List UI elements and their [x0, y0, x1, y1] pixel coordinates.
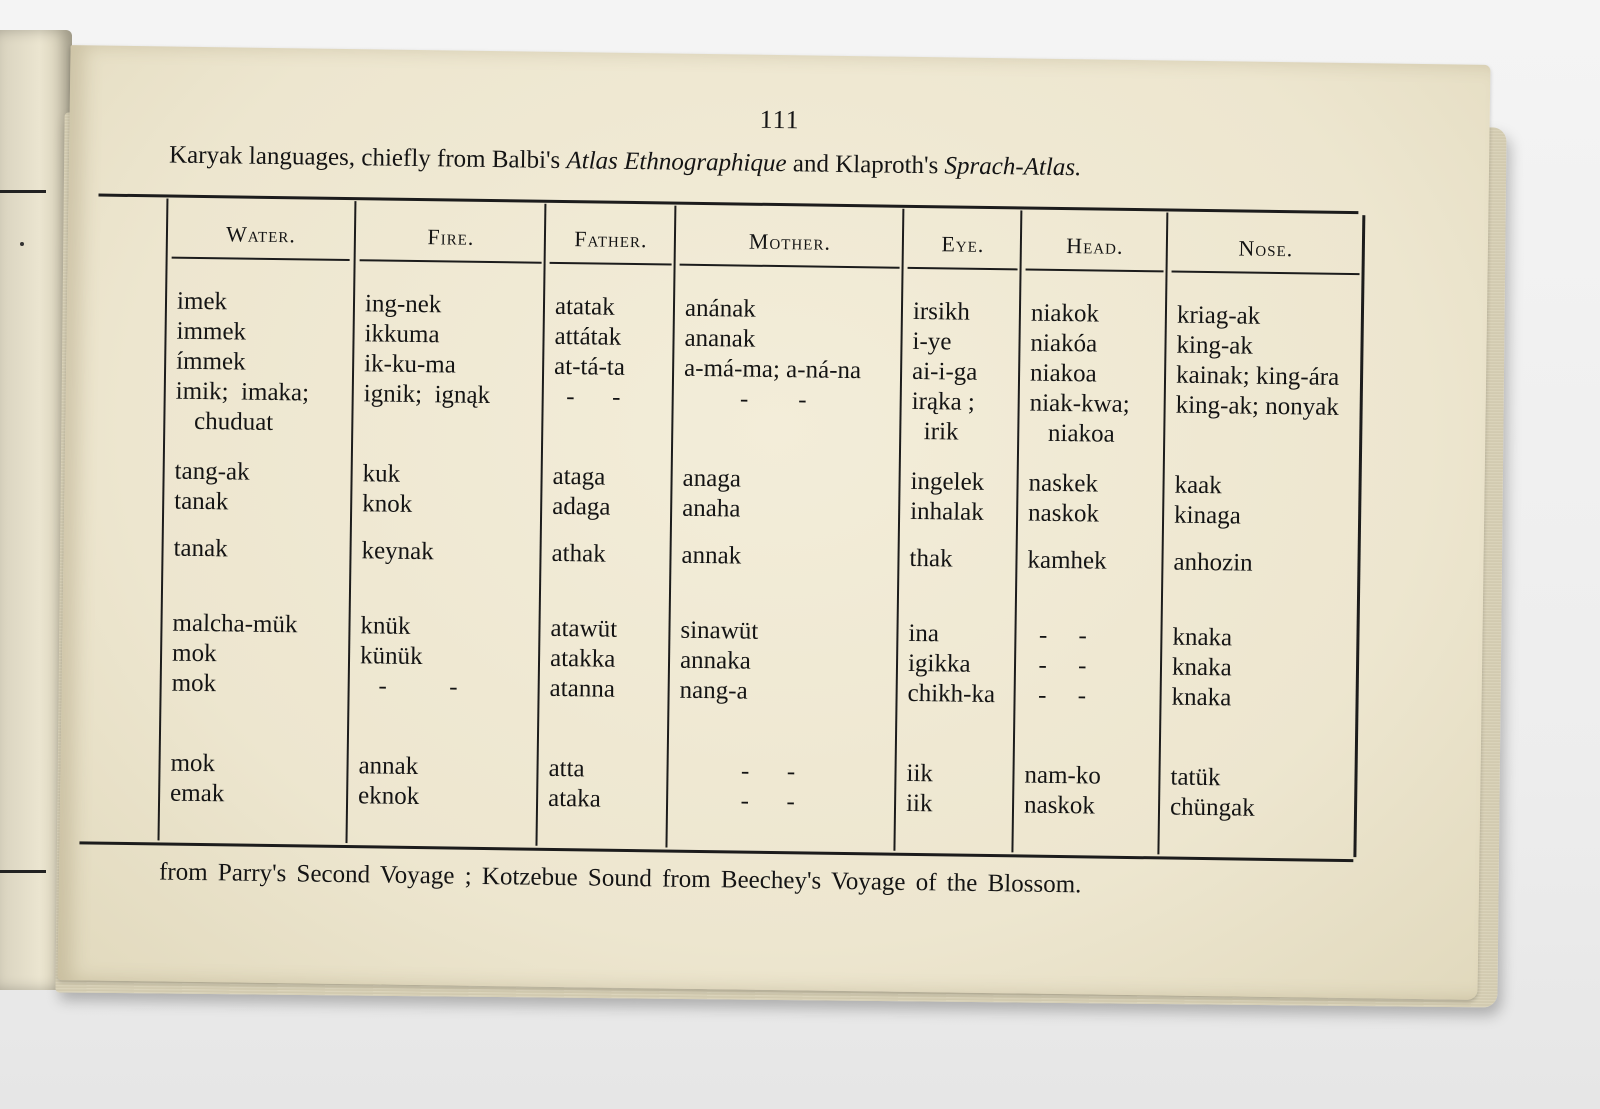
vocabulary-table: [158, 198, 1366, 857]
column-header-eye: Eye.: [908, 209, 1019, 271]
book-page: [58, 45, 1491, 1000]
column-fire: [345, 201, 546, 846]
cell-eye-group2: ingelek inhalak: [909, 467, 985, 526]
cell-fire-group5: annak eknok: [357, 752, 420, 811]
cell-nose-group2: kaak kinaga: [1173, 471, 1241, 530]
left-page-rule-top: [0, 190, 46, 193]
cell-mother-group2: anaga anaha: [682, 464, 742, 523]
cell-water-group4: malcha-mük mok mok: [171, 609, 298, 698]
cell-mother-group1: anának ananak a-má-ma; a-ná-na - -: [683, 294, 862, 414]
cell-mother-group5: - - - -: [677, 756, 796, 816]
column-header-head: Head.: [1026, 210, 1165, 272]
cell-father-group1: atatak attátak at-tá-ta - -: [553, 292, 626, 411]
cell-nose-group3: anhozin: [1173, 548, 1253, 577]
cell-fire-group2: kuk knok: [362, 460, 413, 518]
header-sprach-title: Sprach-Atlas.: [944, 152, 1082, 182]
cell-head-group1: niakok niakóa niakoa niak-kwa; niakoa: [1029, 299, 1130, 448]
cell-fire-group1: ing-nek ikkuma ik-ku-ma ignik; ignąk: [363, 290, 491, 410]
column-header-nose: Nose.: [1172, 213, 1361, 276]
left-page-rule-bottom: [0, 870, 46, 873]
cell-water-group2: tang-ak tanak: [174, 457, 250, 516]
cell-father-group3: athak: [551, 539, 606, 568]
column-mother: [665, 206, 904, 851]
column-water: [160, 199, 355, 844]
cell-mother-group4: sinawüt annaka nang-a: [679, 616, 759, 705]
column-header-fire: Fire.: [360, 201, 543, 264]
cell-eye-group4: ina igikka chikh-ka: [907, 619, 996, 709]
cell-fire-group4: knük künük - -: [359, 612, 458, 701]
cell-father-group5: atta ataka: [547, 754, 602, 813]
column-header-water: Water.: [172, 199, 351, 261]
column-eye: [893, 209, 1022, 853]
cell-father-group2: ataga adaga: [552, 462, 611, 521]
header-atlas-title: Atlas Ethnographique: [566, 147, 787, 178]
cell-water-group5: mok emak: [169, 749, 225, 808]
page-footer: from Parry's Second Voyage ; Kotzebue Sound from Beechey's Voyage of the Blossom.: [158, 858, 1082, 899]
cell-nose-group4: knaka knaka knaka: [1171, 623, 1233, 712]
header-mid: and Klaproth's: [786, 150, 945, 180]
cell-nose-group5: tatük chüngak: [1169, 763, 1255, 822]
cell-head-group4: - - - - - -: [1025, 621, 1088, 710]
cell-head-group3: kamhek: [1027, 546, 1107, 575]
cell-eye-group3: thak: [909, 544, 953, 573]
cell-eye-group1: irsikh i-ye ai-i-ga irąka ; irik: [911, 297, 978, 446]
left-page-mark: [20, 242, 24, 246]
page-header: [169, 142, 1349, 186]
column-header-father: Father.: [550, 204, 673, 266]
column-header-mother: Mother.: [680, 206, 901, 269]
cell-water-group3: tanak: [173, 534, 228, 563]
cell-fire-group3: keynak: [361, 537, 434, 566]
cell-eye-group5: iik iik: [905, 759, 934, 818]
cell-father-group4: atawüt atakka atanna: [549, 614, 618, 703]
column-father: [535, 204, 676, 848]
page-number: 111: [759, 104, 800, 135]
cell-mother-group3: annak: [681, 541, 742, 570]
cell-head-group5: nam-ko naskok: [1023, 761, 1102, 820]
cell-head-group2: naskek naskok: [1027, 469, 1100, 528]
cell-water-group1: imek immek ímmek imik; imaka; chuduat: [175, 287, 310, 436]
column-nose: [1157, 212, 1364, 857]
cell-nose-group1: kriag-ak king-ak kainak; king-ára king-ak; nonyak: [1175, 301, 1340, 421]
header-prefix: Karyak languages, chiefly from Balbi's: [168, 141, 567, 175]
column-head: [1011, 210, 1168, 854]
